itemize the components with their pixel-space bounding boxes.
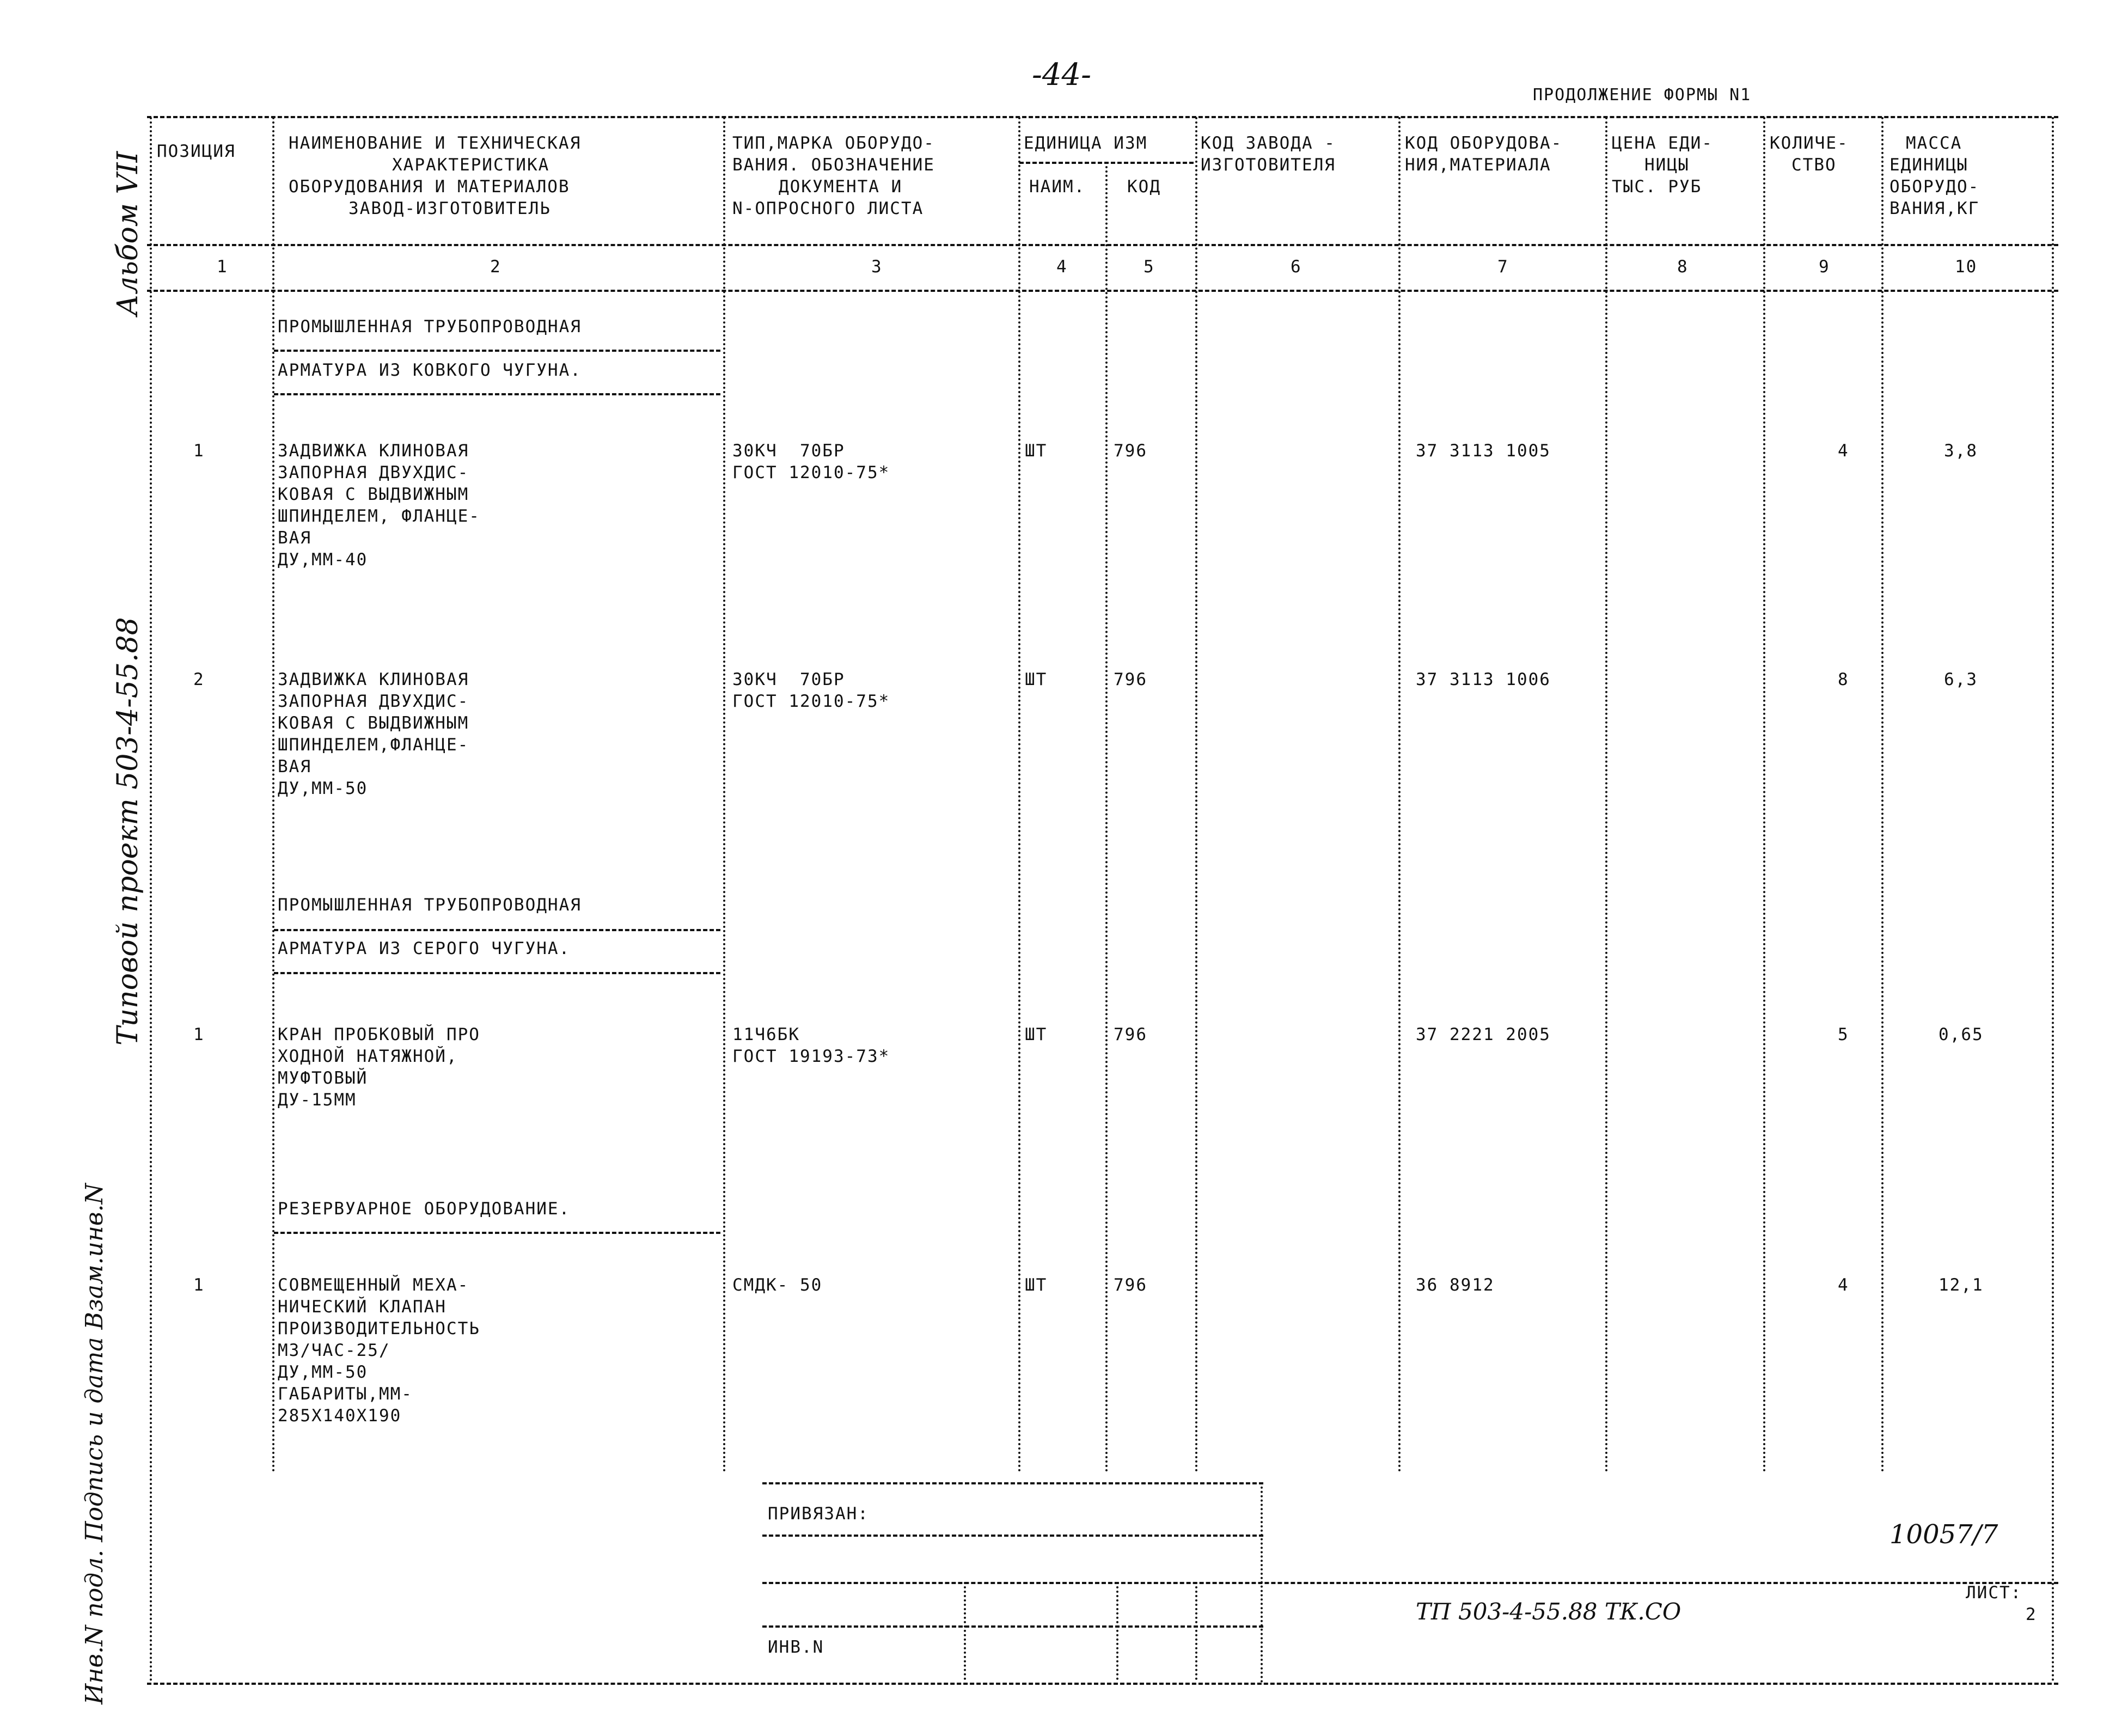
row4-name: СОВМЕЩЕННЫЙ МЕХА- [278,1275,469,1295]
row2-name: ДУ,ММ-50 [278,779,368,798]
stamp-vline-4 [1261,1482,1263,1683]
row4-name: ДУ,ММ-50 [278,1362,368,1382]
rule-section-1b [274,393,720,395]
row4-unit: ШТ [1025,1275,1048,1295]
rule-header-bottom [147,244,2058,246]
stamp-vline-1 [964,1582,966,1680]
row1-name: ЗАДВИЖКА КЛИНОВАЯ [278,441,469,461]
row3-type: 11Ч6БК [732,1025,800,1044]
row1-equip-code: 37 3113 1005 [1416,441,1551,461]
colnum-6: 6 [1291,257,1302,277]
hdr-c2-3: ОБОРУДОВАНИЯ И МАТЕРИАЛОВ [289,177,570,197]
colnum-8: 8 [1677,257,1689,277]
hdr-c6-2: ИЗГОТОВИТЕЛЯ [1201,155,1336,175]
row2-mass: 6,3 [1944,670,1978,689]
hdr-c3-4: N-ОПРОСНОГО ЛИСТА [732,199,924,218]
stamp-attached: ПРИВЯЗАН: [768,1504,869,1524]
stamp-doc-code: ТП 503-4-55.88 ТК.СО [1416,1598,1681,1625]
row3-name: КРАН ПРОБКОВЫЙ ПРО [278,1025,480,1044]
hdr-c1: ПОЗИЦИЯ [157,142,236,161]
vline-c8 [1763,117,1765,1473]
stamp-inv: ИНВ.N [768,1637,824,1657]
continuation-label: ПРОДОЛЖЕНИЕ ФОРМЫ N1 [1533,85,1752,105]
vline-left [150,117,152,1683]
stamp-vline-2 [1116,1582,1118,1680]
section-title: РЕЗЕРВУАРНОЕ ОБОРУДОВАНИЕ. [278,1199,571,1219]
row2-type: ГОСТ 12010-75* [732,692,890,711]
hdr-c8-1: ЦЕНА ЕДИ- [1612,133,1713,153]
row3-equip-code: 37 2221 2005 [1416,1025,1551,1044]
colnum-1: 1 [217,257,228,277]
hdr-c9-1: КОЛИЧЕ- [1770,133,1849,153]
stamp-label: Инв.N подл. Подпись и дата Взам.инв.N [81,1183,108,1704]
row1-name: ЗАПОРНАЯ ДВУХДИС- [278,463,469,482]
hdr-c7-2: НИЯ,МАТЕРИАЛА [1405,155,1551,175]
row4-equip-code: 36 8912 [1416,1275,1495,1295]
hdr-c10-4: ВАНИЯ,КГ [1889,199,1980,218]
stamp-sheet-no: 2 [2026,1605,2037,1624]
colnum-10: 10 [1955,257,1978,277]
row1-name: ШПИНДЕЛЕМ, ФЛАНЦЕ- [278,506,480,526]
colnum-3: 3 [871,257,883,277]
row1-code: 796 [1114,441,1147,461]
vline-c7 [1605,117,1607,1473]
row4-type: СМДК- 50 [732,1275,823,1295]
row4-name: ГАБАРИТЫ,ММ- [278,1384,413,1404]
stamp-vline-3 [1195,1582,1197,1680]
row2-qty: 8 [1838,670,1849,689]
stamp-rule-2 [762,1535,1263,1537]
vline-right [2052,117,2054,1683]
row1-type: 30КЧ 70БР [732,441,845,461]
vline-c6 [1398,117,1401,1473]
hdr-c8-3: ТЫС. РУБ [1612,177,1702,197]
row4-name: ПРОИЗВОДИТЕЛЬНОСТЬ [278,1319,480,1338]
row1-type: ГОСТ 12010-75* [732,463,890,482]
project-label: Типовой проект 503-4-55.88 [112,617,144,1046]
row4-mass: 12,1 [1938,1275,1984,1295]
stamp-handwritten: 10057/7 [1889,1519,1998,1550]
row3-unit: ШТ [1025,1025,1048,1044]
hdr-c7-1: КОД ОБОРУДОВА- [1405,133,1563,153]
row3-name: ХОДНОЙ НАТЯЖНОЙ, [278,1047,458,1066]
row4-pos: 1 [193,1275,205,1295]
vline-c3 [1018,117,1020,1473]
hdr-c10-3: ОБОРУДО- [1889,177,1980,197]
album-label: Альбом VII [112,151,144,316]
row2-code: 796 [1114,670,1147,689]
section-title: ПРОМЫШЛЕННАЯ ТРУБОПРОВОДНАЯ [278,317,582,337]
hdr-c4: НАИМ. [1029,177,1086,197]
colnum-9: 9 [1819,257,1830,277]
stamp-rule-4 [762,1625,1263,1628]
row3-name: ДУ-15ММ [278,1090,357,1110]
rule-top [147,116,2058,118]
row2-name: ЗАПОРНАЯ ДВУХДИС- [278,692,469,711]
colnum-2: 2 [490,257,502,277]
row2-name: КОВАЯ С ВЫДВИЖНЫМ [278,713,469,733]
hdr-c10-1: МАССА [1906,133,1962,153]
row4-name: М3/ЧАС-25/ [278,1341,390,1360]
rule-section-2b [274,972,720,974]
row2-equip-code: 37 3113 1006 [1416,670,1551,689]
row1-unit: ШТ [1025,441,1048,461]
row3-type: ГОСТ 19193-73* [732,1047,890,1066]
rule-colnum-bottom [147,290,2058,292]
row1-pos: 1 [193,441,205,461]
row1-name: ВАЯ [278,528,311,548]
row2-unit: ШТ [1025,670,1048,689]
row2-type: 30КЧ 70БР [732,670,845,689]
vline-c1 [272,117,274,1473]
hdr-c6-1: КОД ЗАВОДА - [1201,133,1336,153]
row2-name: ШПИНДЕЛЕМ,ФЛАНЦЕ- [278,735,469,755]
stamp-sheet-label: ЛИСТ: [1966,1583,2022,1603]
row3-code: 796 [1114,1025,1147,1044]
row1-mass: 3,8 [1944,441,1978,461]
row2-name: ВАЯ [278,757,311,777]
row1-qty: 4 [1838,441,1849,461]
stamp-rule-1 [762,1482,1263,1484]
row2-name: ЗАДВИЖКА КЛИНОВАЯ [278,670,469,689]
hdr-c10-2: ЕДИНИЦЫ [1889,155,1968,175]
section-title: АРМАТУРА ИЗ КОВКОГО ЧУГУНА. [278,360,582,380]
row3-mass: 0,65 [1938,1025,1984,1044]
vline-c4 [1105,162,1108,1473]
stamp-rule-3 [762,1582,2058,1584]
rule-section-3 [274,1232,720,1234]
hdr-c2-1: НАИМЕНОВАНИЕ И ТЕХНИЧЕСКАЯ [289,133,582,153]
rule-section-1a [274,350,720,352]
row1-name: КОВАЯ С ВЫДВИЖНЫМ [278,485,469,504]
rule-section-2a [274,929,720,931]
row2-pos: 2 [193,670,205,689]
section-title: АРМАТУРА ИЗ СЕРОГО ЧУГУНА. [278,939,571,958]
vline-c2 [723,117,725,1473]
section-title: ПРОМЫШЛЕННАЯ ТРУБОПРОВОДНАЯ [278,895,582,915]
hdr-c3-1: ТИП,МАРКА ОБОРУДО- [732,133,935,153]
vline-c9 [1881,117,1883,1473]
vline-c5 [1195,117,1197,1473]
hdr-c5: КОД [1127,177,1161,197]
hdr-c2-2: ХАРАКТЕРИСТИКА [392,155,550,175]
hdr-c8-2: НИЦЫ [1644,155,1690,175]
row4-name: НИЧЕСКИЙ КЛАПАН [278,1297,447,1317]
hdr-c9-2: СТВО [1791,155,1837,175]
colnum-4: 4 [1056,257,1068,277]
row1-name: ДУ,ММ-40 [278,550,368,570]
colnum-5: 5 [1143,257,1155,277]
row3-pos: 1 [193,1025,205,1044]
colnum-7: 7 [1497,257,1509,277]
row4-code: 796 [1114,1275,1147,1295]
hdr-c3-2: ВАНИЯ. ОБОЗНАЧЕНИЕ [732,155,935,175]
hdr-c2-4: ЗАВОД-ИЗГОТОВИТЕЛЬ [348,199,551,218]
row4-name: 285Х140Х190 [278,1406,402,1426]
hdr-c45-top: ЕДИНИЦА ИЗМ [1024,133,1148,153]
row3-qty: 5 [1838,1025,1849,1044]
rule-bottom [147,1683,2058,1685]
hdr-c3-3: ДОКУМЕНТА И [779,177,903,197]
page-number: -44- [1032,57,1092,93]
row3-name: МУФТОВЫЙ [278,1068,368,1088]
row4-qty: 4 [1838,1275,1849,1295]
